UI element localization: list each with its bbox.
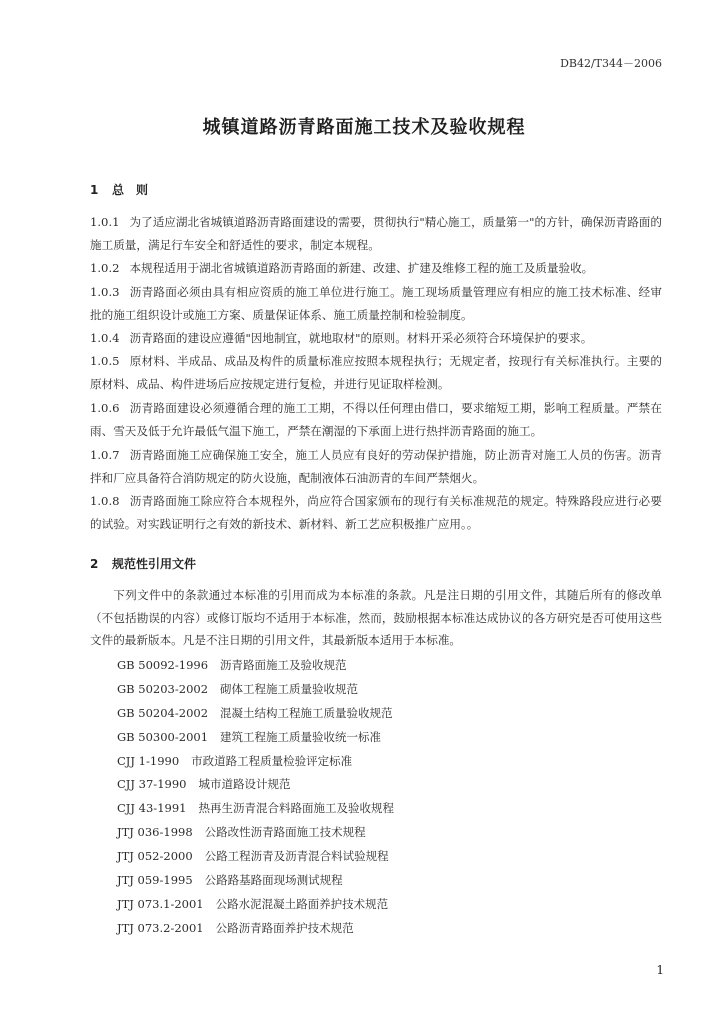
section-title: 规范性引用文件 <box>112 557 197 571</box>
reference-item <box>117 773 394 797</box>
reference-item <box>117 654 394 678</box>
reference-title: 混凝土结构工程施工质量验收规范 <box>220 705 393 720</box>
clause-number: 1.0.6 <box>90 401 120 415</box>
clause-1-0-5 <box>90 350 662 395</box>
reference-item <box>117 845 394 869</box>
reference-code: CJJ 37-1990 <box>117 777 187 792</box>
reference-code: JTJ 059-1995 <box>117 873 193 888</box>
references-intro: 下列文件中的条款通过本标准的引用而成为本标准的条款。凡是注日期的引用文件，其随后所有的修改单（不包括勘误的内容）或修订版均不适用于本标准，然而，鼓励根据本标准达成协议的各方研究是否可使用这些文件的最新版本。凡是不注日期的引用文件，其最新版本适用于本标准。 <box>90 588 662 648</box>
reference-list <box>117 654 394 941</box>
reference-code: CJJ 43-1991 <box>117 801 187 816</box>
section-2-heading <box>90 555 196 572</box>
reference-title: 公路沥青路面养护技术规范 <box>215 920 354 935</box>
reference-title: 热再生沥青混合料路面施工及验收规程 <box>198 801 394 816</box>
reference-title: 砌体工程施工质量验收规范 <box>220 681 359 696</box>
reference-title: 沥青路面施工及验收规范 <box>220 658 347 672</box>
reference-item <box>117 869 394 893</box>
clause-text: 沥青路面施工除应符合本规程外，尚应符合国家颁布的现行有关标准规范的规定。特殊路段应进行必要的试验。对实践证明行之有效的新技术、新材料、新工艺应积极推广应用。。 <box>90 494 662 531</box>
reference-title: 市政道路工程质量检验评定标准 <box>191 753 353 768</box>
clause-number: 1.0.4 <box>90 331 120 345</box>
reference-item <box>117 797 394 821</box>
clause-text: 沥青路面必须由具有相应资质的施工单位进行施工。施工现场质量管理应有相应的施工技术标准、经审批的施工组织设计或施工方案、质量保证体系、施工质量控制和检验制度。 <box>90 285 662 322</box>
clause-number: 1.0.3 <box>90 285 120 299</box>
reference-item <box>117 750 394 774</box>
clause-1-0-8 <box>90 490 662 535</box>
clause-1-0-6 <box>90 397 662 442</box>
section-title: 总 则 <box>112 183 149 197</box>
clause-text: 为了适应湖北省城镇道路沥青路面建设的需要，贯彻执行"精心施工，质量第一"的方针，确保沥青路面的施工质量，满足行车安全和舒适性的要求，制定本规程。 <box>90 215 662 252</box>
reference-item <box>117 917 394 941</box>
reference-title: 公路水泥混凝土路面养护技术规范 <box>215 896 389 911</box>
clause-number: 1.0.7 <box>90 448 120 462</box>
reference-code: GB 50092-1996 <box>117 658 209 672</box>
clause-number: 1.0.1 <box>90 215 120 229</box>
clause-1-0-7 <box>90 444 662 489</box>
reference-title: 公路改性沥青路面施工技术规程 <box>204 825 366 840</box>
document-title: 城镇道路沥青路面施工技术及验收规程 <box>202 117 526 138</box>
clause-text: 原材料、半成品、成品及构件的质量标准应按照本规程执行；无规定者，按现行有关标准执行。主要的原材料、成品、构件进场后应按规定进行复检，并进行见证取样检测。 <box>90 354 662 391</box>
section-number: 1 <box>90 183 99 197</box>
clause-number: 1.0.8 <box>90 494 120 508</box>
reference-code: JTJ 036-1998 <box>117 825 193 840</box>
page-number: 1 <box>656 963 664 977</box>
reference-item <box>117 702 394 726</box>
section-1-heading <box>90 181 148 198</box>
reference-code: JTJ 073.1-2001 <box>117 896 204 911</box>
reference-item <box>117 821 394 845</box>
clause-1-0-1 <box>90 211 662 256</box>
document-code: DB42/T344－2006 <box>560 57 662 70</box>
reference-code: JTJ 052-2000 <box>117 849 193 864</box>
reference-item <box>117 726 394 750</box>
section-number: 2 <box>90 557 99 571</box>
clause-text: 本规程适用于湖北省城镇道路沥青路面的新建、改建、扩建及维修工程的施工及质量验收。 <box>129 261 594 275</box>
reference-title: 城市道路设计规范 <box>198 777 291 792</box>
reference-title: 公路工程沥青及沥青混合料试验规程 <box>204 849 389 864</box>
reference-item <box>117 678 394 702</box>
clause-text: 沥青路面的建设应遵循"因地制宜，就地取材"的原则。材料开采必须符合环境保护的要求。 <box>129 331 593 345</box>
clause-text: 沥青路面建设必须遵循合理的施工工期，不得以任何理由借口，要求缩短工期，影响工程质量。严禁在雨、雪天及低于允许最低气温下施工，严禁在潮湿的下承面上进行热拌沥青路面的施工。 <box>90 401 662 438</box>
reference-code: CJJ 1-1990 <box>117 753 180 768</box>
reference-code: GB 50300-2001 <box>117 729 209 744</box>
clause-number: 1.0.2 <box>90 261 120 275</box>
clause-1-0-4 <box>90 327 662 350</box>
clause-number: 1.0.5 <box>90 354 120 368</box>
clause-1-0-2 <box>90 257 662 280</box>
clause-text: 沥青路面施工应确保施工安全，施工人员应有良好的劳动保护措施，防止沥青对施工人员的伤害。沥青拌和厂应具备符合消防规定的防火设施，配制液体石油沥青的车间严禁烟火。 <box>90 448 662 485</box>
reference-code: GB 50203-2002 <box>117 681 209 696</box>
reference-title: 公路路基路面现场测试规程 <box>204 873 343 888</box>
reference-code: GB 50204-2002 <box>117 705 209 720</box>
reference-item <box>117 893 394 917</box>
reference-code: JTJ 073.2-2001 <box>117 920 204 935</box>
clause-1-0-3 <box>90 281 662 326</box>
reference-title: 建筑工程施工质量验收统一标准 <box>220 729 382 744</box>
